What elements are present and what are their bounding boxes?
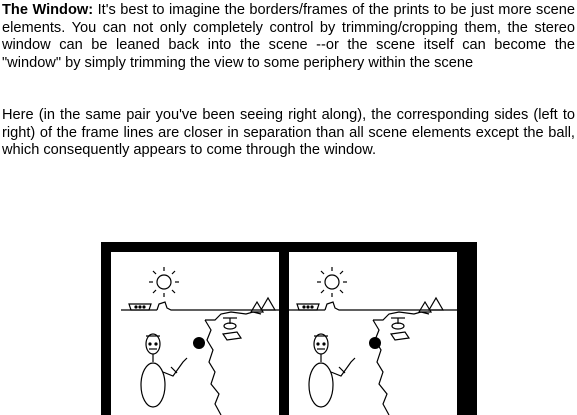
window-paragraph — [2, 2, 575, 72]
stereo-pair-paragraph: Here (in the same pair you've been seeing right along), the corresponding sides (left to right) of the frame lines are closer in separation than all scene elements except the ball, which consequently appears to come through the window. — [2, 107, 575, 158]
boat-icon — [297, 304, 319, 310]
right-scene-drawing — [289, 252, 457, 415]
left-scene-drawing — [111, 252, 279, 415]
stereo-pair-figure — [101, 242, 477, 415]
helicopter-icon — [391, 318, 405, 329]
cliff-outline — [373, 312, 429, 415]
ball — [193, 337, 205, 349]
ball — [369, 337, 381, 349]
left-print — [111, 252, 279, 415]
car-icon — [391, 332, 409, 340]
cliff-outline — [205, 312, 261, 415]
window-paragraph-text: It's best to imagine the borders/frames of the prints to be just more scene elements. You can not only completely control by trimming/cropping them, the stereo window can be leaned back into the scene --or the scene itself can become the "window" by simply trimming the view to some periphery within the scene — [2, 2, 576, 71]
sun-icon — [149, 267, 179, 297]
right-print — [289, 252, 457, 415]
window-heading: The Window: — [2, 2, 94, 18]
helicopter-icon — [223, 318, 237, 329]
car-icon — [223, 332, 241, 340]
stick-figure — [141, 334, 187, 407]
boat-icon — [129, 304, 151, 310]
stick-figure — [309, 334, 355, 407]
sun-icon — [317, 267, 347, 297]
